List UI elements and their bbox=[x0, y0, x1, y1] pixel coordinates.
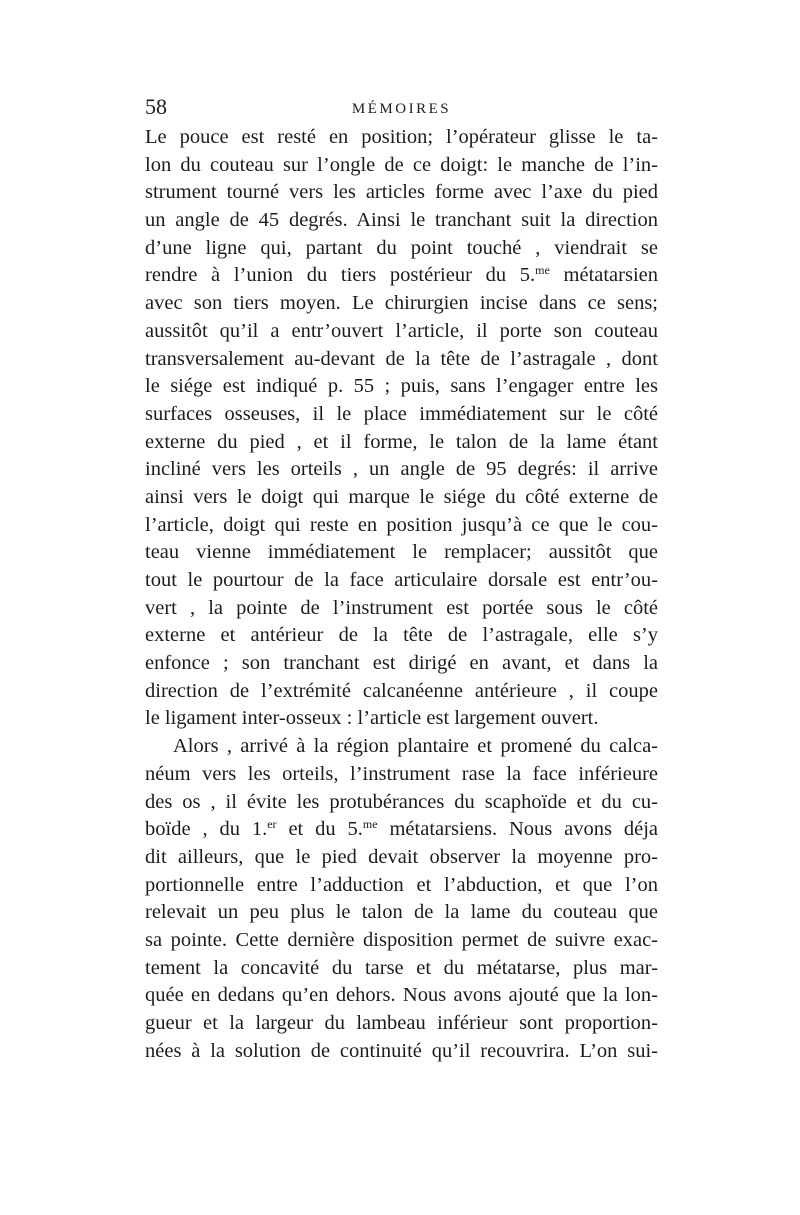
text-line bbox=[145, 816, 658, 844]
text-fragment: boïde , du 1. bbox=[145, 818, 268, 841]
text-line: quée en dedans qu’en dehors. Nous avons ajouté que la lon- bbox=[145, 984, 658, 1007]
text-line: transversalement au-devant de la tête de l’astragale , dont bbox=[145, 347, 658, 370]
running-head: MÉMOIRES bbox=[351, 101, 452, 117]
text-line: d’une ligne qui, partant du point touché , viendrait se bbox=[145, 236, 658, 259]
text-line: nées à la solution de continuité qu’il recouvrira. L’on sui- bbox=[145, 1039, 658, 1062]
text-line: ainsi vers le doigt qui marque le siége du côté externe de bbox=[145, 485, 658, 508]
text-line: l’article, doigt qui reste en position jusqu’à ce que le cou- bbox=[145, 513, 658, 536]
text-line: néum vers les orteils, l’instrument rase la face inférieure bbox=[145, 762, 658, 785]
text-line: enfonce ; son tranchant est dirigé en avant, et dans la bbox=[145, 652, 658, 675]
text-line: dit ailleurs, que le pied devait observer la moyenne pro- bbox=[145, 845, 658, 868]
text-line: incliné vers les orteils , un angle de 95 degrés: il arrive bbox=[145, 458, 658, 481]
text-line: sa pointe. Cette dernière disposition permet de suivre exac- bbox=[145, 928, 658, 951]
text-line bbox=[145, 262, 658, 290]
text-line: avec son tiers moyen. Le chirurgien incise dans ce sens; bbox=[145, 292, 658, 315]
text-line: relevait un peu plus le talon de la lame du couteau que bbox=[145, 901, 658, 924]
text-line: lon du couteau sur l’ongle de ce doigt: le manche de l’in- bbox=[145, 153, 658, 176]
text-line: externe et antérieur de la tête de l’astragale, elle s’y bbox=[145, 624, 658, 647]
text-line: des os , il évite les protubérances du scaphoïde et du cu- bbox=[145, 790, 658, 813]
text-fragment: métatarsiens. Nous avons déja bbox=[377, 818, 659, 841]
text-line: teau vienne immédiatement le remplacer; aussitôt que bbox=[145, 541, 658, 564]
text-line: externe du pied , et il forme, le talon de la lame étant bbox=[145, 430, 658, 453]
body-text bbox=[145, 124, 658, 1065]
text-line: direction de l’extrémité calcanéenne antérieure , il coupe bbox=[145, 679, 658, 702]
text-line: tout le pourtour de la face articulaire dorsale est entr’ou- bbox=[145, 569, 658, 591]
text-line: Le pouce est resté en position; l’opérateur glisse le ta- bbox=[145, 126, 658, 148]
text-line: vert , la pointe de l’instrument est portée sous le côté bbox=[145, 596, 658, 619]
text-line: tement la concavité du tarse et du métatarse, plus mar- bbox=[145, 956, 658, 979]
page-number: 58 bbox=[145, 94, 167, 119]
text-line: aussitôt qu’il a entr’ouvert l’article, il porte son couteau bbox=[145, 319, 658, 342]
text-fragment: métatarsien bbox=[549, 264, 659, 287]
text-line: surfaces osseuses, il le place immédiatement sur le côté bbox=[145, 402, 658, 425]
text-line: strument tourné vers les articles forme avec l’axe du pied bbox=[145, 181, 658, 204]
page-header bbox=[145, 95, 658, 125]
text-line: portionnelle entre l’adduction et l’abduction, et que l’on bbox=[145, 873, 658, 896]
superscript: me bbox=[362, 817, 378, 832]
superscript: er bbox=[267, 817, 277, 832]
text-line: le ligament inter-osseux : l’article est largement ouvert. bbox=[145, 707, 599, 730]
text-line: gueur et la largeur du lambeau inférieur sont proportion- bbox=[145, 1012, 658, 1034]
text-fragment: et du 5. bbox=[276, 818, 363, 841]
text-line: un angle de 45 degrés. Ainsi le tranchant suit la direction bbox=[145, 209, 658, 232]
superscript: me bbox=[535, 263, 550, 278]
text-line: Alors , arrivé à la région plantaire et promené du calca- bbox=[173, 735, 658, 758]
text-line: le siége est indiqué p. 55 ; puis, sans l’engager entre les bbox=[145, 375, 658, 398]
text-fragment: rendre à l’union du tiers postérieur du 5. bbox=[145, 264, 536, 287]
